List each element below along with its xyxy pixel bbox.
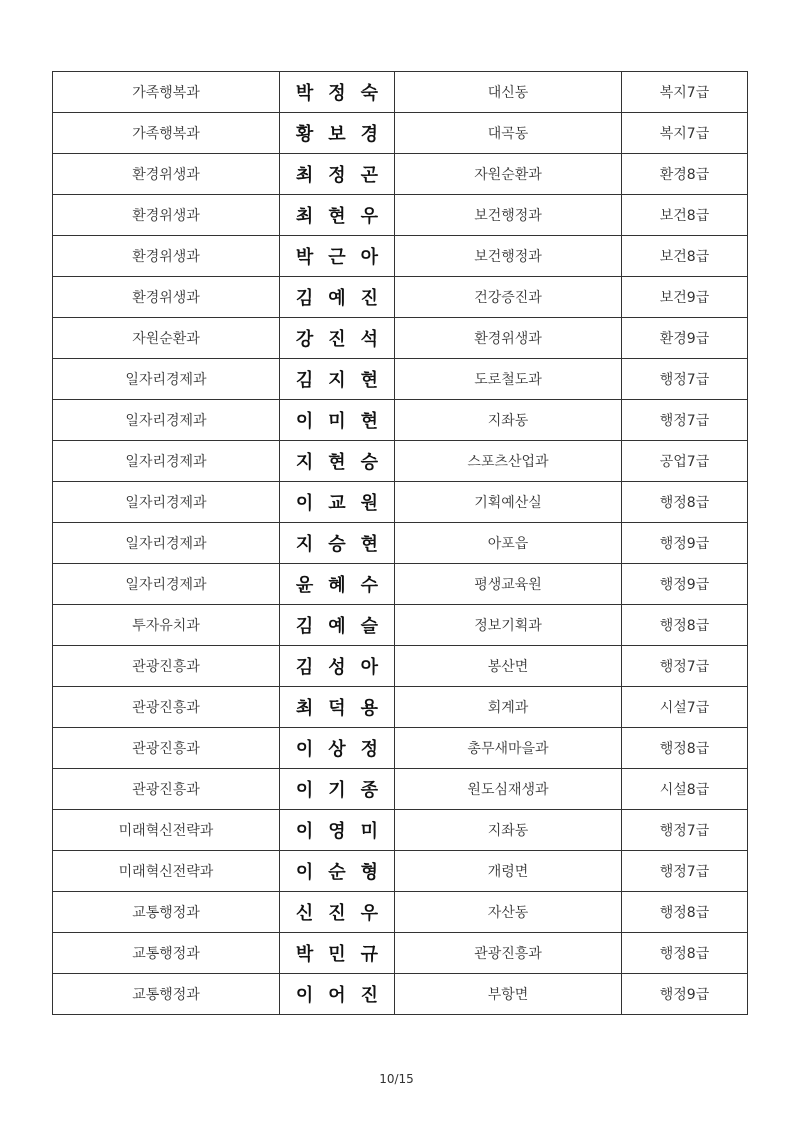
to-department-cell: 스포츠산업과: [395, 441, 622, 482]
to-department-cell: 자원순환과: [395, 154, 622, 195]
table-row: [53, 318, 748, 359]
from-department-cell: 환경위생과: [53, 195, 280, 236]
from-department-cell: 미래혁신전략과: [53, 851, 280, 892]
to-department-cell: 총무새마을과: [395, 728, 622, 769]
table-row: [53, 564, 748, 605]
grade-cell: 시설8급: [622, 769, 748, 810]
to-department-cell: 평생교육원: [395, 564, 622, 605]
table-row: [53, 277, 748, 318]
table-row: [53, 769, 748, 810]
grade-cell: 행정9급: [622, 564, 748, 605]
grade-cell: 시설7급: [622, 687, 748, 728]
from-department-cell: 일자리경제과: [53, 564, 280, 605]
from-department-cell: 일자리경제과: [53, 523, 280, 564]
employee-name-cell: 김지현: [280, 359, 395, 400]
table-row: [53, 933, 748, 974]
grade-cell: 공업7급: [622, 441, 748, 482]
grade-cell: 행정7급: [622, 400, 748, 441]
employee-name-cell: 박정숙: [280, 72, 395, 113]
table-row: [53, 482, 748, 523]
employee-name-cell: 최현우: [280, 195, 395, 236]
from-department-cell: 투자유치과: [53, 605, 280, 646]
to-department-cell: 도로철도과: [395, 359, 622, 400]
employee-name-cell: 윤혜수: [280, 564, 395, 605]
grade-cell: 행정8급: [622, 892, 748, 933]
to-department-cell: 봉산면: [395, 646, 622, 687]
employee-name-cell: 박민규: [280, 933, 395, 974]
from-department-cell: 관광진흥과: [53, 687, 280, 728]
grade-cell: 행정7급: [622, 646, 748, 687]
to-department-cell: 부항면: [395, 974, 622, 1015]
table-row: [53, 523, 748, 564]
from-department-cell: 가족행복과: [53, 72, 280, 113]
employee-name-cell: 박근아: [280, 236, 395, 277]
table-row: [53, 728, 748, 769]
from-department-cell: 환경위생과: [53, 277, 280, 318]
grade-cell: 행정9급: [622, 523, 748, 564]
from-department-cell: 교통행정과: [53, 974, 280, 1015]
employee-name-cell: 이영미: [280, 810, 395, 851]
table-row: [53, 154, 748, 195]
employee-name-cell: 이교원: [280, 482, 395, 523]
employee-name-cell: 김예진: [280, 277, 395, 318]
table-row: [53, 687, 748, 728]
to-department-cell: 회계과: [395, 687, 622, 728]
from-department-cell: 교통행정과: [53, 892, 280, 933]
to-department-cell: 원도심재생과: [395, 769, 622, 810]
table-row: [53, 851, 748, 892]
table-row: [53, 974, 748, 1015]
employee-name-cell: 이기종: [280, 769, 395, 810]
grade-cell: 보건8급: [622, 236, 748, 277]
to-department-cell: 개령면: [395, 851, 622, 892]
table-row: [53, 359, 748, 400]
from-department-cell: 교통행정과: [53, 933, 280, 974]
from-department-cell: 미래혁신전략과: [53, 810, 280, 851]
from-department-cell: 일자리경제과: [53, 359, 280, 400]
grade-cell: 복지7급: [622, 113, 748, 154]
to-department-cell: 지좌동: [395, 400, 622, 441]
to-department-cell: 정보기획과: [395, 605, 622, 646]
grade-cell: 행정8급: [622, 482, 748, 523]
from-department-cell: 환경위생과: [53, 154, 280, 195]
to-department-cell: 아포읍: [395, 523, 622, 564]
to-department-cell: 환경위생과: [395, 318, 622, 359]
employee-name-cell: 이순형: [280, 851, 395, 892]
grade-cell: 행정7급: [622, 359, 748, 400]
table-row: [53, 113, 748, 154]
table-row: [53, 441, 748, 482]
employee-name-cell: 지승현: [280, 523, 395, 564]
from-department-cell: 일자리경제과: [53, 400, 280, 441]
to-department-cell: 자산동: [395, 892, 622, 933]
from-department-cell: 일자리경제과: [53, 482, 280, 523]
page-number: 10/15: [379, 1072, 414, 1086]
employee-name-cell: 최덕용: [280, 687, 395, 728]
grade-cell: 행정8급: [622, 605, 748, 646]
employee-name-cell: 이미현: [280, 400, 395, 441]
to-department-cell: 대곡동: [395, 113, 622, 154]
table-row: [53, 400, 748, 441]
table-row: [53, 892, 748, 933]
grade-cell: 보건9급: [622, 277, 748, 318]
to-department-cell: 대신동: [395, 72, 622, 113]
to-department-cell: 관광진흥과: [395, 933, 622, 974]
employee-name-cell: 최정곤: [280, 154, 395, 195]
from-department-cell: 관광진흥과: [53, 646, 280, 687]
table-body: [53, 72, 748, 1015]
employee-name-cell: 황보경: [280, 113, 395, 154]
grade-cell: 복지7급: [622, 72, 748, 113]
to-department-cell: 기획예산실: [395, 482, 622, 523]
grade-cell: 행정7급: [622, 810, 748, 851]
to-department-cell: 지좌동: [395, 810, 622, 851]
table-row: [53, 195, 748, 236]
employee-name-cell: 신진우: [280, 892, 395, 933]
from-department-cell: 일자리경제과: [53, 441, 280, 482]
from-department-cell: 자원순환과: [53, 318, 280, 359]
to-department-cell: 보건행정과: [395, 195, 622, 236]
grade-cell: 보건8급: [622, 195, 748, 236]
employee-name-cell: 이어진: [280, 974, 395, 1015]
table-row: [53, 72, 748, 113]
grade-cell: 환경8급: [622, 154, 748, 195]
personnel-transfer-table: [52, 71, 748, 1015]
employee-name-cell: 김성아: [280, 646, 395, 687]
table-row: [53, 236, 748, 277]
from-department-cell: 환경위생과: [53, 236, 280, 277]
grade-cell: 행정8급: [622, 933, 748, 974]
employee-name-cell: 지현승: [280, 441, 395, 482]
from-department-cell: 관광진흥과: [53, 769, 280, 810]
to-department-cell: 보건행정과: [395, 236, 622, 277]
table-row: [53, 605, 748, 646]
to-department-cell: 건강증진과: [395, 277, 622, 318]
employee-name-cell: 강진석: [280, 318, 395, 359]
employee-name-cell: 이상정: [280, 728, 395, 769]
employee-name-cell: 김예슬: [280, 605, 395, 646]
table-row: [53, 810, 748, 851]
grade-cell: 행정8급: [622, 728, 748, 769]
grade-cell: 환경9급: [622, 318, 748, 359]
from-department-cell: 관광진흥과: [53, 728, 280, 769]
grade-cell: 행정7급: [622, 851, 748, 892]
grade-cell: 행정9급: [622, 974, 748, 1015]
table-row: [53, 646, 748, 687]
from-department-cell: 가족행복과: [53, 113, 280, 154]
